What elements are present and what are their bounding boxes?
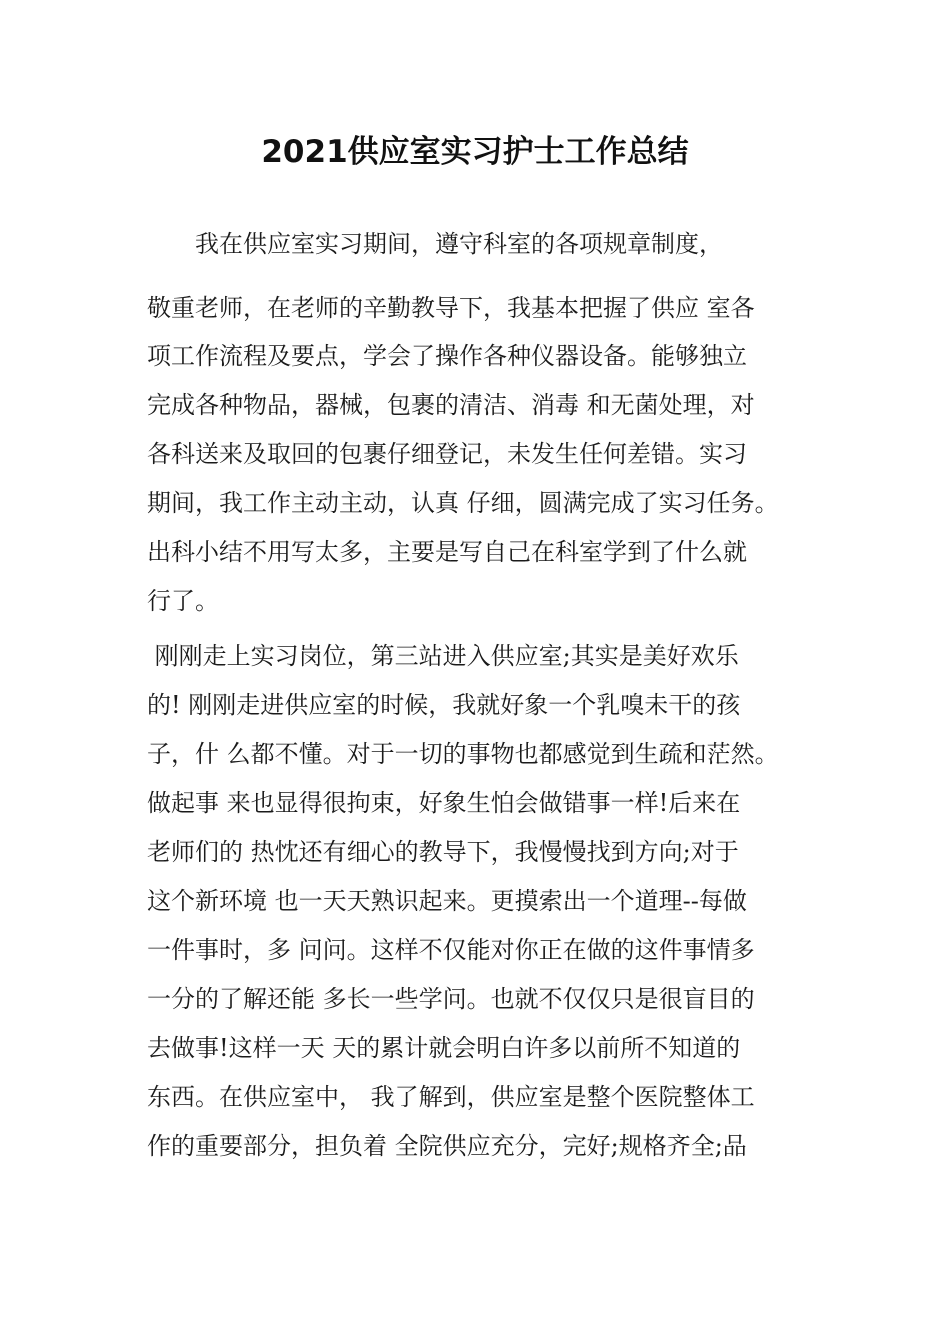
text-line: 行了。: [147, 587, 219, 615]
text-line: 一分的了解还能 多长一些学问。也就不仅仅只是很盲目的: [147, 985, 755, 1013]
text-line: 子，什 么都不懂。对于一切的事物也都感觉到生疏和茫然。: [147, 740, 779, 768]
text-line: 我在供应室实习期间，遵守科室的各项规章制度，: [147, 230, 723, 258]
text-line: 去做事!这样一天 天的累计就会明白许多以前所不知道的: [147, 1034, 741, 1062]
text-line: 做起事 来也显得很拘束，好象生怕会做错事一样!后来在: [147, 789, 741, 817]
text-line: 项工作流程及要点，学会了操作各种仪器设备。能够独立: [147, 342, 747, 370]
text-line: 的! 刚刚走进供应室的时候，我就好象一个乳嗅未干的孩: [147, 691, 741, 719]
text-line: 出科小结不用写太多，主要是写自己在科室学到了什么就: [147, 538, 747, 566]
text-line: 一件事时，多 问问。这样不仅能对你正在做的这件事情多: [147, 936, 755, 964]
text-line: 各科送来及取回的包裹仔细登记，未发生任何差错。实习: [147, 440, 747, 468]
document-title: 2021供应室实习护士工作总结: [261, 134, 689, 170]
text-line: 作的重要部分，担负着 全院供应充分，完好;规格齐全;品: [147, 1132, 747, 1160]
text-line: 老师们的 热忱还有细心的教导下，我慢慢找到方向;对于: [147, 838, 739, 866]
text-line: 期间，我工作主动主动，认真 仔细，圆满完成了实习任务。: [147, 489, 779, 517]
text-line: 敬重老师，在老师的辛勤教导下，我基本把握了供应 室各: [147, 294, 755, 322]
text-line: 刚刚走上实习岗位，第三站进入供应室;其实是美好欢乐: [147, 642, 739, 670]
text-line: 这个新环境 也一天天熟识起来。更摸索出一个道理--每做: [147, 887, 747, 915]
text-line: 完成各种物品，器械，包裹的清洁、消毒 和无菌处理，对: [147, 391, 755, 419]
text-line: 东西。在供应室中， 我了解到，供应室是整个医院整体工: [147, 1083, 755, 1111]
